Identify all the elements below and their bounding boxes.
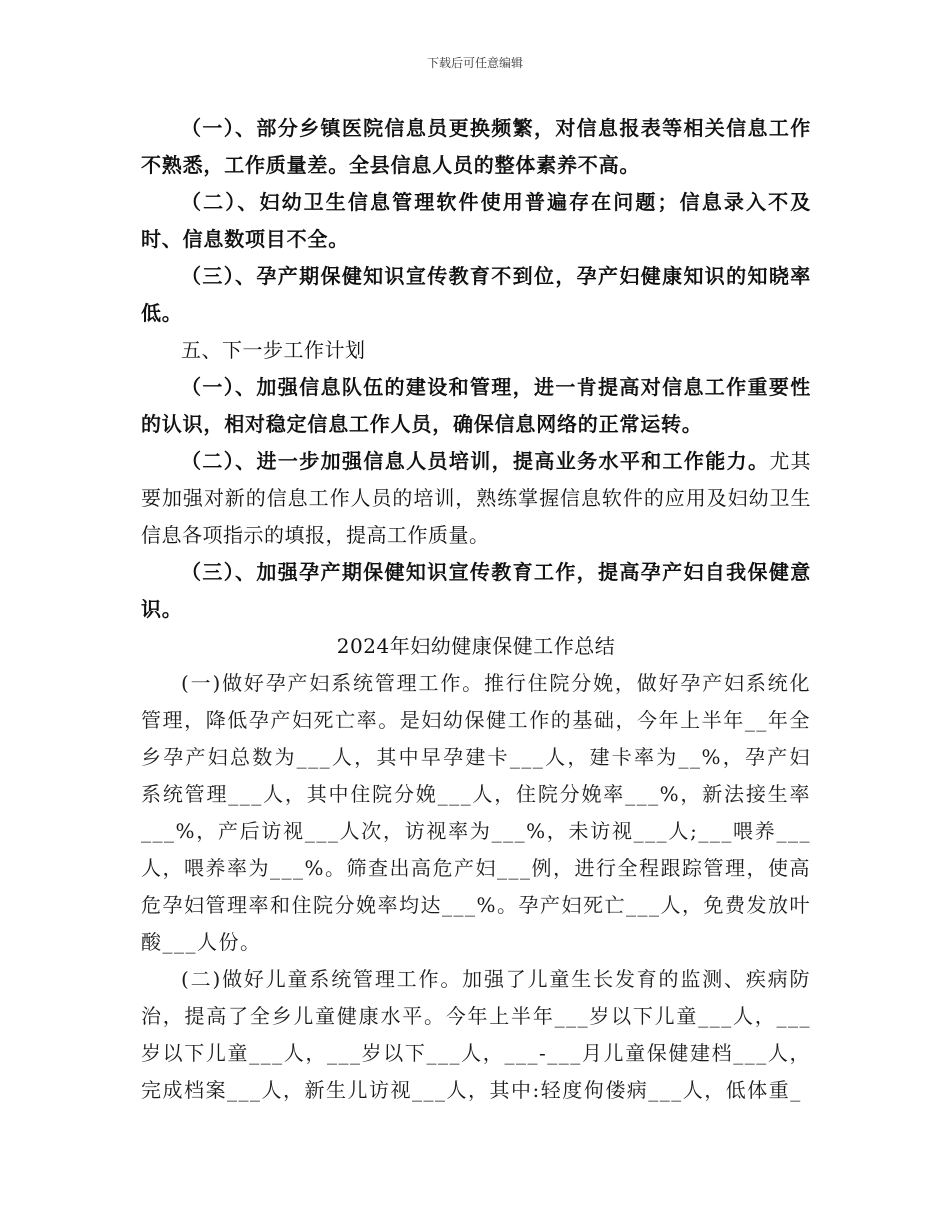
plan-item-3: （三）、加强孕产期保健知识宣传教育工作，提高孕产妇自我保健意识。 (141, 560, 811, 621)
section-heading-next-plan: 五、下一步工作计划 (181, 338, 366, 362)
summary-title: 2024年妇幼健康保健工作总结 (336, 634, 616, 658)
plan-item-1: （一）、加强信息队伍的建设和管理，进一肯提高对信息工作重要性的认识，相对稳定信息工作人员，确保信息网络的正常运转。 (141, 375, 811, 436)
document-body (141, 110, 811, 1109)
plan-item-2 (141, 443, 811, 554)
problem-item-2: （二）、妇幼卫生信息管理软件使用普遍存在问题；信息录入不及时、信息数项目不全。 (141, 190, 811, 251)
page-header: 下载后可任意编辑 (426, 56, 523, 70)
problem-item-3: （三）、孕产期保健知识宣传教育不到位，孕产妇健康知识的知晓率低。 (141, 264, 811, 325)
summary-paragraph-1: (一)做好孕产妇系统管理工作。推行住院分娩，做好孕产妇系统化管理，降低孕产妇死亡率。是妇幼保健工作的基础，今年上半年__年全乡孕产妇总数为___人，其中早孕建卡___人，建卡率为__%，孕产妇系统管理___人，其中住院分娩___人，住院分娩率___%，新法接生率___%，产后访视___人次，访视率为___%，未访视___人;___喂养___人，喂养率为___%。筛查出高危产妇___例，进行全程跟踪管理，使高危孕妇管理率和住院分娩率均达___%。孕产妇死亡___人，免费发放叶酸___人份。 (141, 671, 812, 954)
summary-paragraph-2: (二)做好儿童系统管理工作。加强了儿童生长发育的监测、疾病防治，提高了全乡儿童健康水平。今年上半年___岁以下儿童___人，___岁以下儿童___人，___岁以下___人，___-___月儿童保健建档___人，完成档案___人，新生儿访视___人，其中:轻度佝偻病___人，低体重_ (141, 967, 811, 1102)
plan-item-2-rest: 尤其要加强对新的信息工作人员的培训，熟练掌握信息软件的应用及妇幼卫生信息各项指示的填报，提高工作质量。 (141, 449, 811, 547)
problem-item-1: （一）、部分乡镇医院信息员更换频繁，对信息报表等相关信息工作不熟悉，工作质量差。全县信息人员的整体素养不高。 (141, 116, 811, 177)
plan-item-2-bold: （二）、进一步加强信息人员培训，提高业务水平和工作能力。 (181, 449, 770, 473)
